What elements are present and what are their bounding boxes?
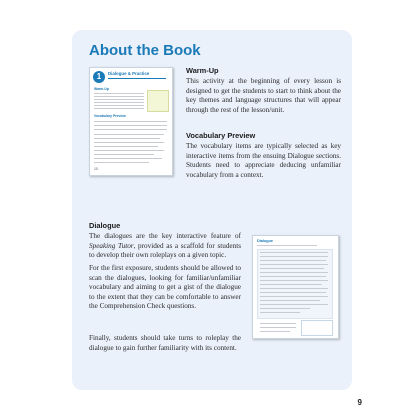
- text-line: [260, 300, 320, 301]
- thumbnail-page-number: 10: [94, 167, 98, 171]
- text-line: [260, 272, 328, 273]
- dialogue-heading: Dialogue: [89, 221, 121, 230]
- thumbnail-title: Dialogue & Practice: [108, 71, 150, 76]
- section-title: About the Book: [89, 42, 201, 59]
- text-line: [260, 284, 322, 285]
- text-line: [94, 162, 149, 163]
- text-line: [260, 327, 296, 328]
- text-line: [94, 102, 144, 103]
- text-line: [94, 138, 160, 139]
- text-line: [260, 292, 326, 293]
- text-line: [260, 264, 328, 265]
- text-line: [260, 304, 328, 305]
- page-number: 9: [357, 398, 362, 407]
- text-line: [94, 158, 162, 159]
- dialogue-page-thumbnail: [252, 235, 339, 339]
- text-line: [94, 99, 144, 100]
- unit-badge: 1: [93, 71, 105, 83]
- text-line: [260, 252, 328, 253]
- dialogue-paragraph-3: Finally, students should take turns to roleplay the dialogue to gain further familiarity with its content.: [89, 334, 241, 352]
- dialogue-paragraph-2: For the first exposure, students should be allowed to scan the dialogues, looking for familiar/unfamiliar vocabulary and aiming to get a gist of the dialogue to the extent that they can be comfortable to answer the Comprehension Check questions.: [89, 264, 241, 311]
- text-line: [94, 146, 158, 147]
- text-line: [94, 154, 154, 155]
- text-line: [260, 308, 310, 309]
- text-line: [260, 331, 290, 332]
- text-line: [260, 323, 296, 324]
- warmup-text: This activity at the beginning of every lesson is designed to get the students to start to think about the key themes and language structures that will appear through the rest of the lesson/unit.: [186, 77, 341, 114]
- text-line: [94, 121, 167, 122]
- vocab-heading: Vocabulary Preview: [186, 131, 256, 140]
- text-line: [260, 268, 324, 269]
- text-line: [257, 245, 317, 246]
- thumbnail-warmup-heading: Warm-Up: [94, 87, 109, 91]
- text-line: [260, 260, 326, 261]
- warmup-heading: Warm-Up: [186, 66, 219, 75]
- text-line: [94, 142, 164, 143]
- dialogue-paragraph-1: The dialogues are the key interactive feature of Speaking Tutor, provided as a scaffold for students to develop their own roleplays on a given topic.: [89, 232, 242, 260]
- text-line: [94, 93, 144, 94]
- text-line: [94, 105, 144, 106]
- text-line: [94, 129, 167, 130]
- vocab-text: The vocabulary items are typically selected as key interactive items from the ensuing Dialogue sections. Students need to appreciate deducing unfamiliar vocabulary from a context.: [186, 142, 341, 179]
- text-line: [260, 296, 328, 297]
- title-rule: [108, 78, 166, 79]
- text-line: [94, 150, 164, 151]
- text-line: [260, 256, 328, 257]
- text-line: [260, 276, 326, 277]
- book-page-thumbnail: [89, 67, 173, 176]
- thumbnail-vocab-heading: Vocabulary Preview: [94, 114, 126, 118]
- text-line: [94, 134, 164, 135]
- text-line: [260, 312, 300, 313]
- text-line: [94, 108, 144, 109]
- thumbnail-dialogue-title: Dialogue: [257, 239, 274, 243]
- text-line: [260, 288, 328, 289]
- text-line: [260, 280, 328, 281]
- thumbnail-box: [147, 90, 169, 112]
- note-box: [301, 320, 333, 336]
- text-line: [94, 96, 144, 97]
- text-line: [94, 125, 167, 126]
